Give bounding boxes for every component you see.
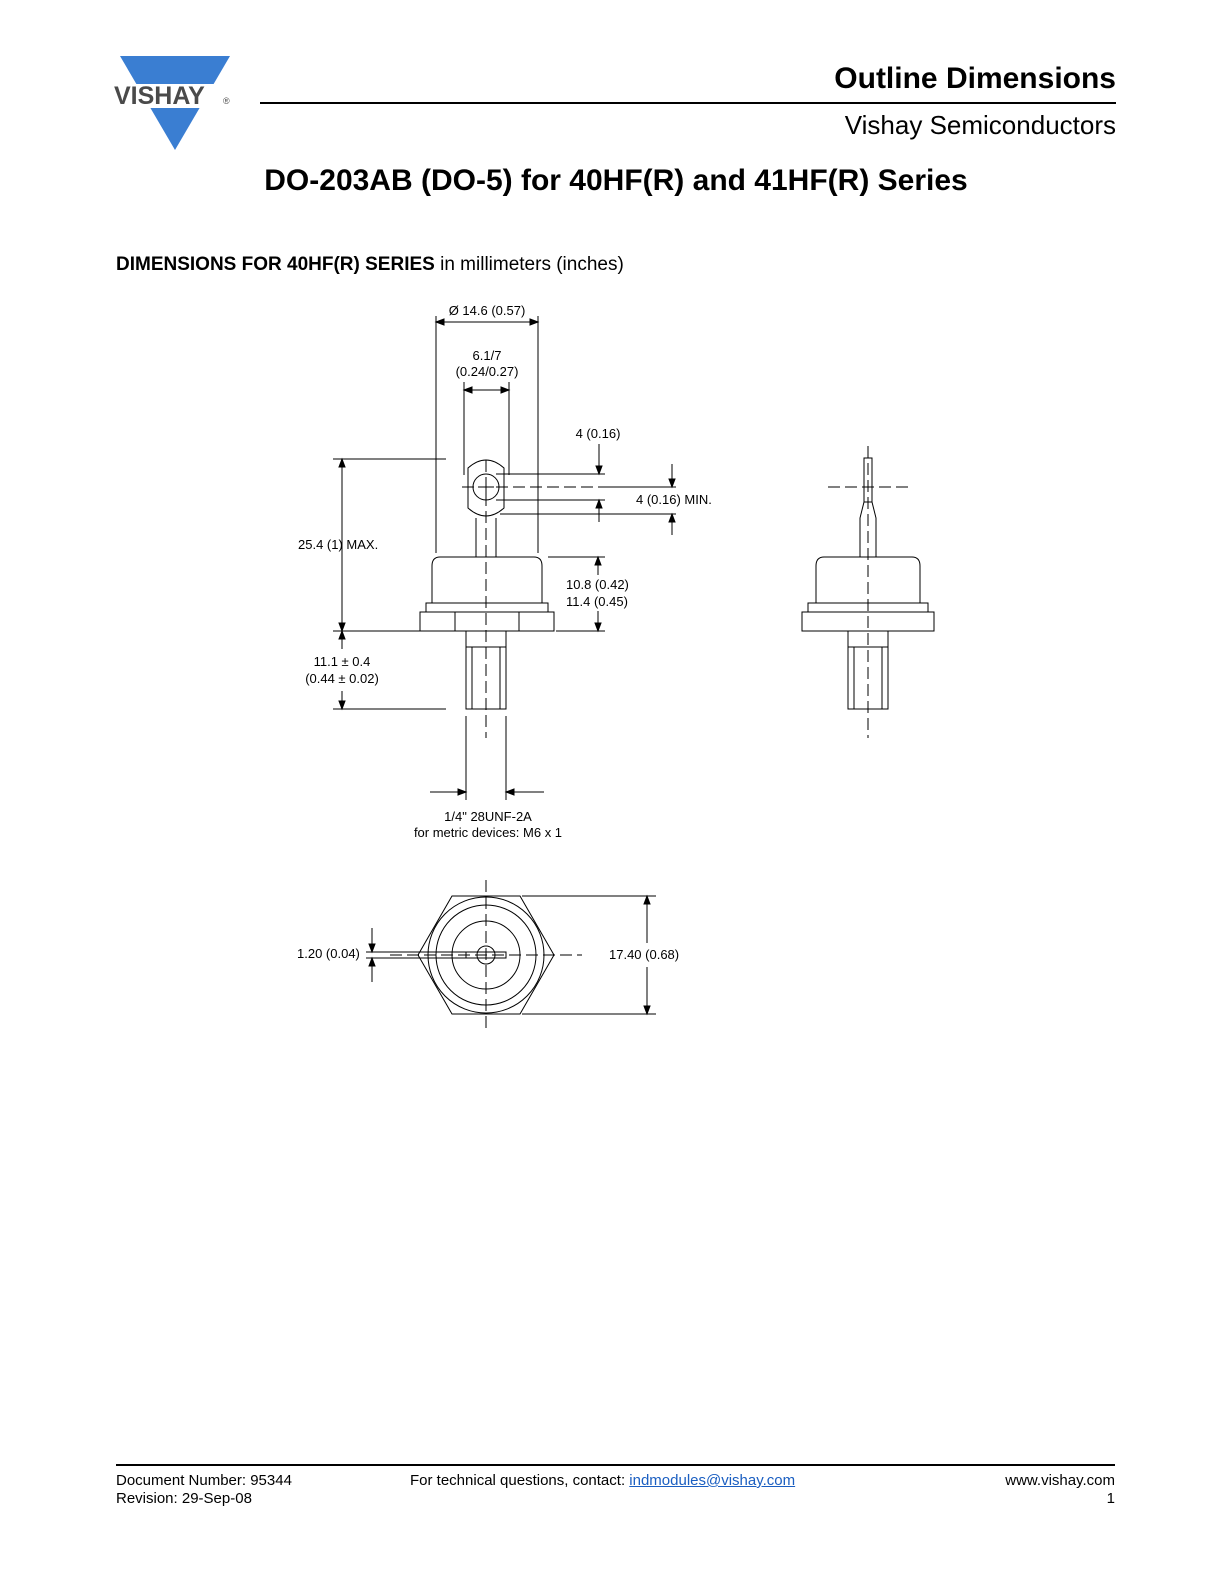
logo-registered-mark: ® bbox=[223, 96, 230, 106]
label-body-min: 10.8 (0.42) bbox=[566, 577, 629, 592]
section-heading bbox=[116, 254, 624, 276]
contact-email-link[interactable]: indmodules@vishay.com bbox=[629, 1472, 796, 1489]
label-stud-in: (0.44 ± 0.02) bbox=[305, 671, 379, 686]
header-title: Outline Dimensions bbox=[834, 62, 1116, 95]
vishay-logo bbox=[110, 54, 236, 152]
page-number: 1 bbox=[1106, 1490, 1115, 1507]
header-rule bbox=[260, 102, 1116, 104]
label-thickness: 1.20 (0.04) bbox=[297, 946, 360, 961]
side-view bbox=[802, 446, 934, 738]
label-thread: 1/4" 28UNF-2A bbox=[444, 809, 532, 824]
label-hex: 17.40 (0.68) bbox=[609, 947, 680, 962]
label-lug-width-mm: 6.1/7 bbox=[472, 348, 502, 363]
dimension-hole bbox=[496, 444, 605, 522]
section-heading-bold: DIMENSIONS FOR 40HF(R) SERIES bbox=[116, 254, 435, 275]
label-diameter: Ø 14.6 (0.57) bbox=[448, 303, 526, 318]
document-title: DO-203AB (DO-5) for 40HF(R) and 41HF(R) Series bbox=[264, 164, 968, 197]
header-subtitle: Vishay Semiconductors bbox=[844, 110, 1116, 140]
footer-contact bbox=[410, 1472, 795, 1490]
label-lug-width-in: (0.24/0.27) bbox=[455, 364, 519, 379]
label-overall-max: 25.4 (1) MAX. bbox=[298, 537, 379, 552]
label-stud-mm: 11.1 ± 0.4 bbox=[313, 654, 371, 669]
footer-left bbox=[116, 1472, 292, 1508]
logo-text: VISHAY bbox=[114, 82, 205, 110]
footer-right bbox=[1005, 1472, 1115, 1508]
contact-prefix: For technical questions, contact: bbox=[410, 1472, 630, 1489]
section-heading-units: in millimeters (inches) bbox=[434, 254, 624, 275]
website: www.vishay.com bbox=[1005, 1472, 1115, 1489]
label-hole-min: 4 (0.16) MIN. bbox=[636, 492, 712, 507]
footer-rule bbox=[116, 1464, 1115, 1466]
revision: Revision: 29-Sep-08 bbox=[116, 1490, 252, 1507]
label-thread-metric: for metric devices: M6 x 1 bbox=[413, 825, 563, 840]
bottom-view bbox=[390, 880, 582, 1030]
dimension-thread bbox=[430, 716, 544, 800]
outline-drawing bbox=[280, 295, 960, 1045]
document-number: Document Number: 95344 bbox=[116, 1472, 292, 1489]
dimension-stud bbox=[333, 631, 446, 709]
label-hole: 4 (0.16) bbox=[575, 426, 621, 441]
label-body-max: 11.4 (0.45) bbox=[566, 594, 628, 609]
